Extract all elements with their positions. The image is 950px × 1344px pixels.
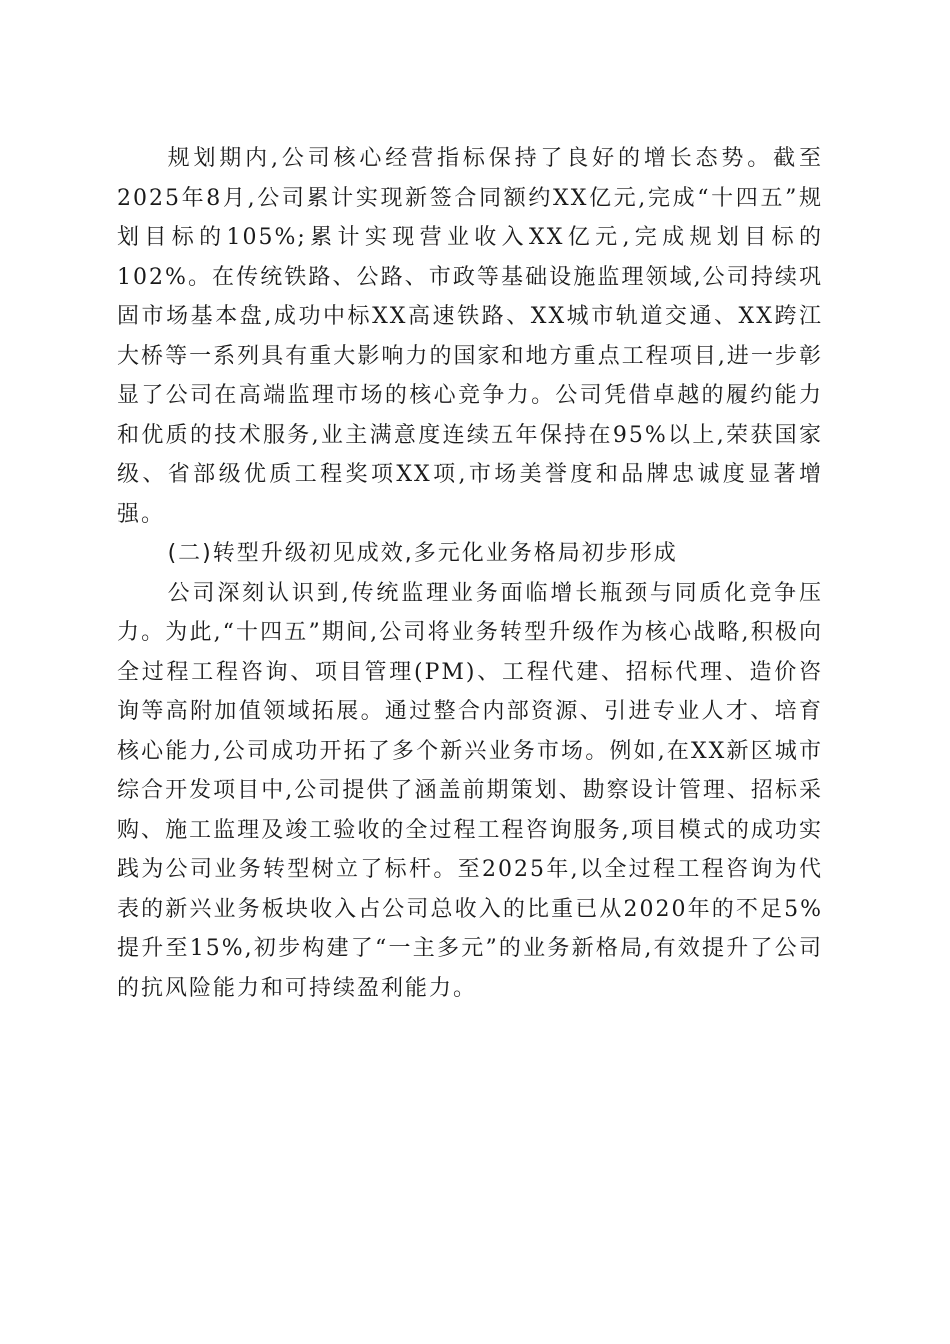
- document-body: [117, 139, 823, 1008]
- section-heading-transformation: (二)转型升级初见成效,多元化业务格局初步形成: [167, 541, 678, 566]
- paragraph-market-performance: 规划期内,公司核心经营指标保持了良好的增长态势。截至2025年8月,公司累计实现新签合同额约XX亿元,完成“十四五”规划目标的105%;累计实现营业收入XX亿元,完成规划目标的102%。在传统铁路、公路、市政等基础设施监理领域,公司持续巩固市场基本盘,成功中标XX高速铁路、XX城市轨道交通、XX跨江大桥等一系列具有重大影响力的国家和地方重点工程项目,进一步彰显了公司在高端监理市场的核心竞争力。公司凭借卓越的履约能力和优质的技术服务,业主满意度连续五年保持在95%以上,荣获国家级、省部级优质工程奖项XX项,市场美誉度和品牌忠诚度显著增强。: [117, 146, 823, 527]
- paragraph-transformation: 公司深刻认识到,传统监理业务面临增长瓶颈与同质化竞争压力。为此,“十四五”期间,公司将业务转型升级作为核心战略,积极向全过程工程咨询、项目管理(PM)、工程代建、招标代理、造价咨询等高附加值领域拓展。通过整合内部资源、引进专业人才、培育核心能力,公司成功开拓了多个新兴业务市场。例如,在XX新区城市综合开发项目中,公司提供了涵盖前期策划、勘察设计管理、招标采购、施工监理及竣工验收的全过程工程咨询服务,项目模式的成功实践为公司业务转型树立了标杆。至2025年,以全过程工程咨询为代表的新兴业务板块收入占公司总收入的比重已从2020年的不足5%提升至15%,初步构建了“一主多元”的业务新格局,有效提升了公司的抗风险能力和可持续盈利能力。: [117, 580, 823, 1001]
